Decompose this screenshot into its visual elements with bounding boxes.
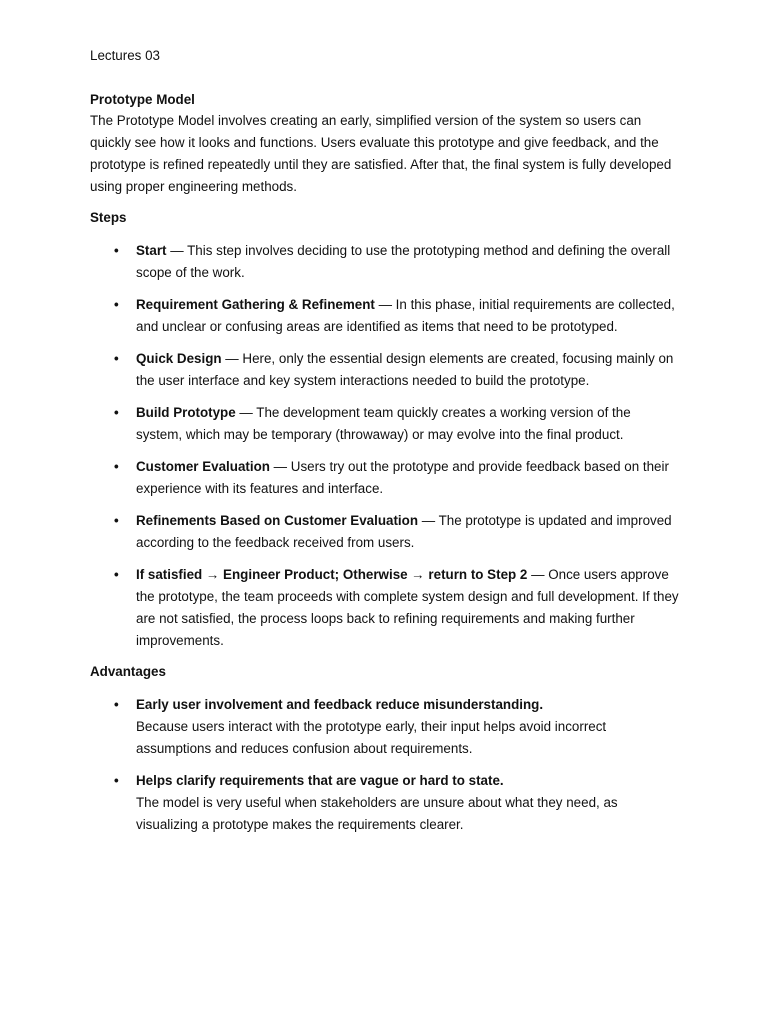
advantage-body: Because users interact with the prototype early, their input helps avoid incorrect assumptions and reduces confusion about requirements. <box>136 719 607 756</box>
bullet-icon: • <box>114 697 119 712</box>
advantage-body: The model is very useful when stakeholders are unsure about what they need, as visualizing a prototype makes the requirements clearer. <box>136 795 618 832</box>
bullet-icon: • <box>114 243 119 258</box>
step-term: Customer Evaluation <box>136 459 270 474</box>
step-item <box>90 456 680 500</box>
steps-list <box>90 240 680 652</box>
step-term: Start <box>136 243 167 258</box>
step-item <box>90 510 680 554</box>
advantage-item <box>90 694 680 760</box>
step-term: Build Prototype <box>136 405 236 420</box>
advantage-title: Helps clarify requirements that are vague or hard to state. <box>136 773 504 788</box>
bullet-icon: • <box>114 513 119 528</box>
step-term: Quick Design <box>136 351 222 366</box>
step-text: — This step involves deciding to use the prototyping method and defining the overall scope of the work. <box>136 243 671 280</box>
document-label: Lectures 03 <box>90 48 160 63</box>
step-item <box>90 348 680 392</box>
advantage-item <box>90 770 680 836</box>
bullet-icon: • <box>114 773 119 788</box>
advantages-heading: Advantages <box>90 664 166 679</box>
step-text: — Here, only the essential design elements are created, focusing mainly on the user interface and key system interactions needed to build the prototype. <box>136 351 674 388</box>
steps-heading: Steps <box>90 210 127 225</box>
bullet-icon: • <box>114 567 119 582</box>
step-item <box>90 564 680 652</box>
document-page <box>90 46 680 846</box>
step-item <box>90 240 680 284</box>
advantage-title: Early user involvement and feedback reduce misunderstanding. <box>136 697 544 712</box>
page-title: Prototype Model <box>90 92 195 107</box>
bullet-icon: • <box>114 351 119 366</box>
step-text: — The development team quickly creates a working version of the system, which may be temporary (throwaway) or may evolve into the final product. <box>136 405 631 442</box>
step-text: — In this phase, initial requirements are collected, and unclear or confusing areas are identified as items that need to be prototyped. <box>136 297 675 334</box>
bullet-icon: • <box>114 297 119 312</box>
step-text: — The prototype is updated and improved according to the feedback received from users. <box>136 513 672 550</box>
step-text: — Once users approve the prototype, the team proceeds with complete system design and full development. If they are not satisfied, the process loops back to refining requirements and making further improvements. <box>136 567 679 648</box>
step-item <box>90 294 680 338</box>
bullet-icon: • <box>114 405 119 420</box>
step-term: Requirement Gathering & Refinement <box>136 297 375 312</box>
intro-paragraph: The Prototype Model involves creating an early, simplified version of the system so users can quickly see how it looks and functions. Users evaluate this prototype and give feedback, and the prototype is refined repeatedly until they are satisfied. After that, the final system is fully developed using proper engineering methods. <box>90 113 672 194</box>
advantages-list <box>90 694 680 836</box>
step-text: — Users try out the prototype and provide feedback based on their experience with its features and interface. <box>136 459 669 496</box>
step-item <box>90 402 680 446</box>
bullet-icon: • <box>114 459 119 474</box>
step-term: Refinements Based on Customer Evaluation <box>136 513 419 528</box>
step-term: If satisfied → Engineer Product; Otherwise → return to Step 2 <box>136 567 528 582</box>
